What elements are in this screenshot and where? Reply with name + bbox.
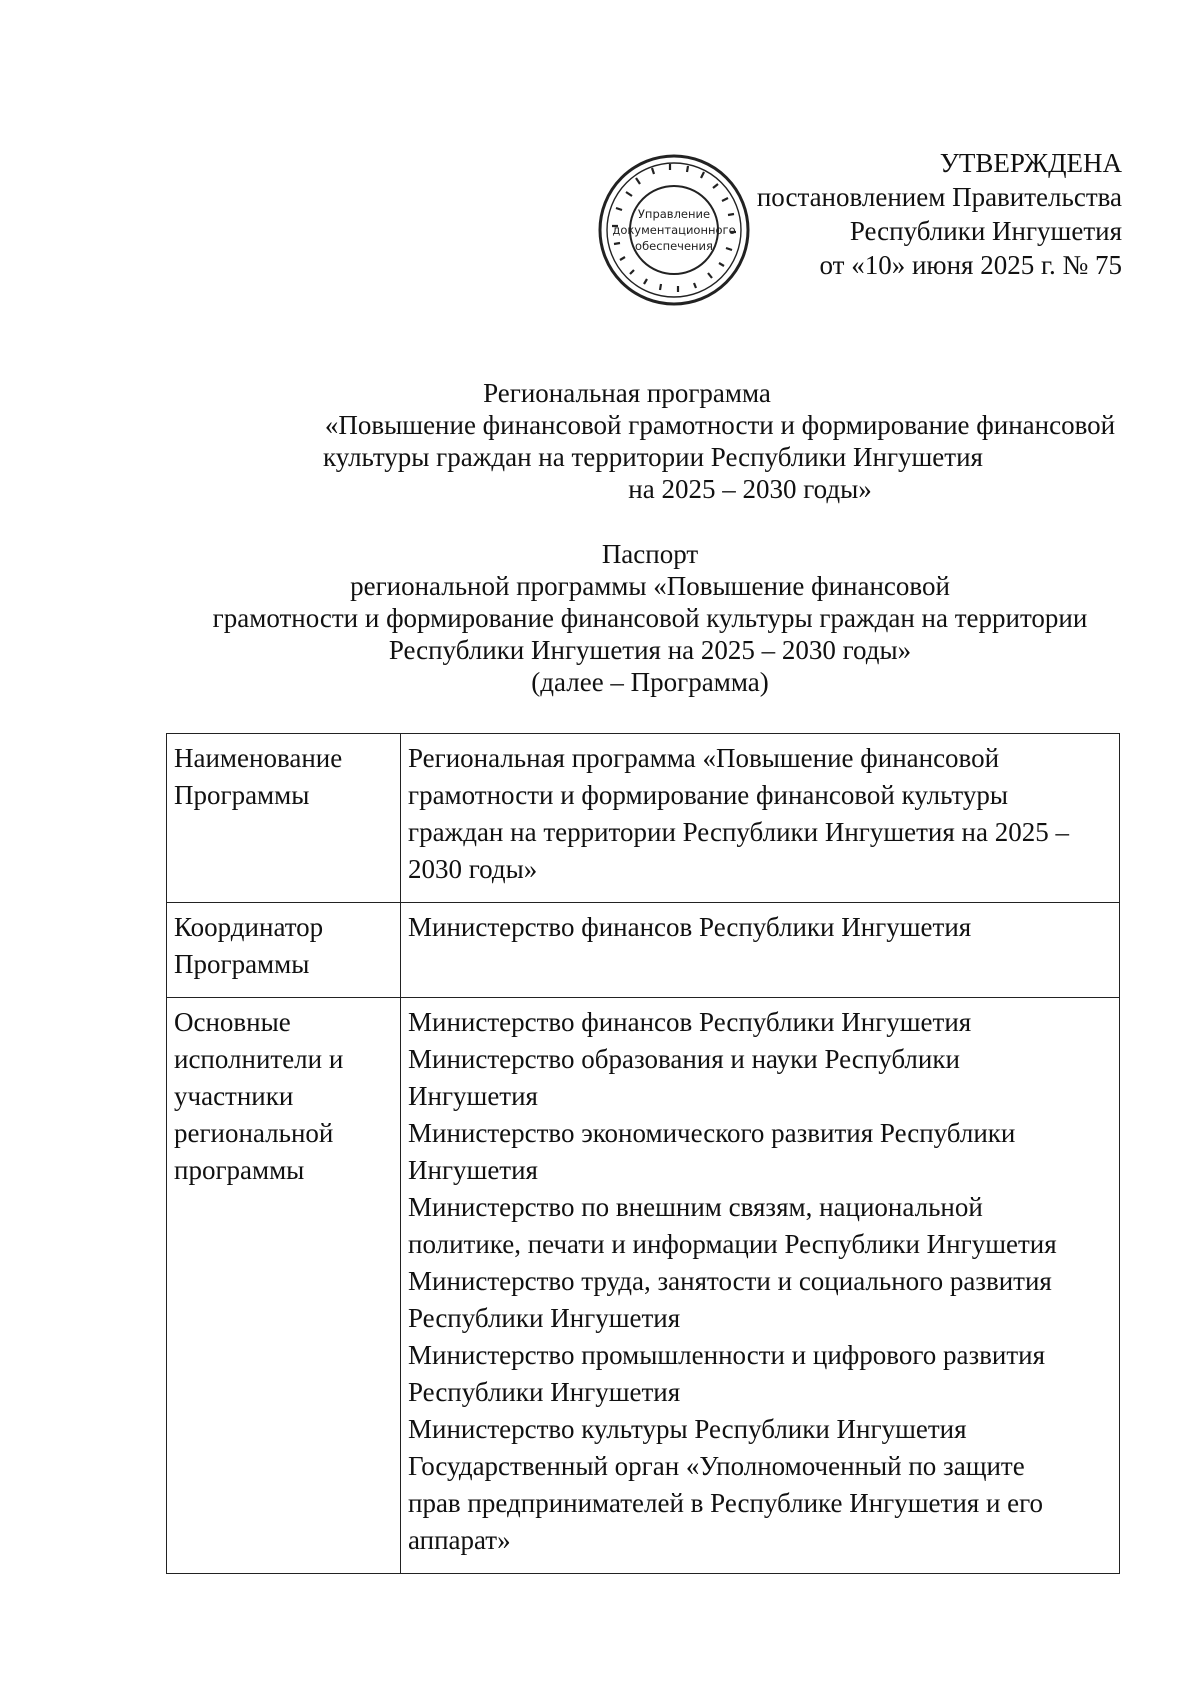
passport-table <box>166 733 1120 1574</box>
row-value <box>401 903 1120 998</box>
value-line: Министерство образования и науки Республики <box>408 1044 960 1074</box>
label-line: исполнители и <box>174 1044 344 1074</box>
value-line: Министерство культуры Республики Ингушетия <box>408 1414 967 1444</box>
value-line: граждан на территории Республики Ингушетия на 2025 – <box>408 817 1069 847</box>
passport-title: Паспорт <box>601 539 699 569</box>
row-label <box>167 734 401 903</box>
row-label <box>167 903 401 998</box>
value-line: аппарат» <box>408 1525 511 1555</box>
label-line: Программы <box>174 949 310 979</box>
title-line: на 2025 – 2030 годы» <box>628 474 872 504</box>
stamp-text-line: документационного <box>612 223 736 237</box>
table-row <box>167 734 1120 903</box>
table-row <box>167 998 1120 1574</box>
value-line: 2030 годы» <box>408 854 538 884</box>
value-line: Министерство финансов Республики Ингушетия <box>408 1007 972 1037</box>
official-stamp <box>596 152 752 308</box>
approval-block <box>757 146 1122 282</box>
title-line: Региональная программа <box>483 378 771 408</box>
value-line: политике, печати и информации Республики Ингушетия <box>408 1229 1057 1259</box>
value-line: Министерство промышленности и цифрового развития <box>408 1340 1046 1370</box>
value-line: Министерство по внешним связям, национальной <box>408 1192 983 1222</box>
row-label <box>167 998 401 1574</box>
passport-line: Республики Ингушетия на 2025 – 2030 годы» <box>388 635 912 665</box>
title-line: «Повышение финансовой грамотности и формирование финансовой <box>324 410 1116 440</box>
label-line: программы <box>174 1155 305 1185</box>
value-line: грамотности и формирование финансовой культуры <box>408 780 1008 810</box>
stamp-text-line: обеспечения <box>635 239 713 253</box>
value-line: Республики Ингушетия <box>408 1303 681 1333</box>
row-value <box>401 998 1120 1574</box>
passport-line: грамотности и формирование финансовой культуры граждан на территории <box>212 603 1088 633</box>
title-line: культуры граждан на территории Республики Ингушетия <box>323 442 983 472</box>
value-line: Министерство экономического развития Республики <box>408 1118 1016 1148</box>
value-line: Министерство финансов Республики Ингушетия <box>408 912 972 942</box>
label-line: Координатор <box>174 912 324 942</box>
label-line: региональной <box>174 1118 334 1148</box>
label-line: Наименование <box>174 743 343 773</box>
value-line: Республики Ингушетия <box>408 1377 681 1407</box>
approval-line: постановлением Правительства <box>756 182 1122 212</box>
program-title <box>150 377 1116 505</box>
value-line: Региональная программа «Повышение финансовой <box>408 743 1000 773</box>
approval-heading: УТВЕРЖДЕНА <box>939 148 1122 178</box>
value-line: Государственный орган «Уполномоченный по защите <box>408 1451 1025 1481</box>
approval-line: Республики Ингушетия <box>849 216 1122 246</box>
value-line: Ингушетия <box>408 1155 538 1185</box>
passport-heading <box>150 538 1110 698</box>
passport-line: региональной программы «Повышение финансовой <box>350 571 950 601</box>
value-line: прав предпринимателей в Республике Ингушетия и его <box>408 1488 1044 1518</box>
value-line: Министерство труда, занятости и социального развития <box>408 1266 1052 1296</box>
table-row <box>167 903 1120 998</box>
row-value <box>401 734 1120 903</box>
label-line: Программы <box>174 780 310 810</box>
label-line: участники <box>174 1081 294 1111</box>
stamp-text-line: Управление <box>637 207 711 221</box>
approval-date: от «10» июня 2025 г. № 75 <box>819 250 1122 280</box>
value-line: Ингушетия <box>408 1081 538 1111</box>
passport-line: (далее – Программа) <box>531 667 769 697</box>
label-line: Основные <box>174 1007 291 1037</box>
